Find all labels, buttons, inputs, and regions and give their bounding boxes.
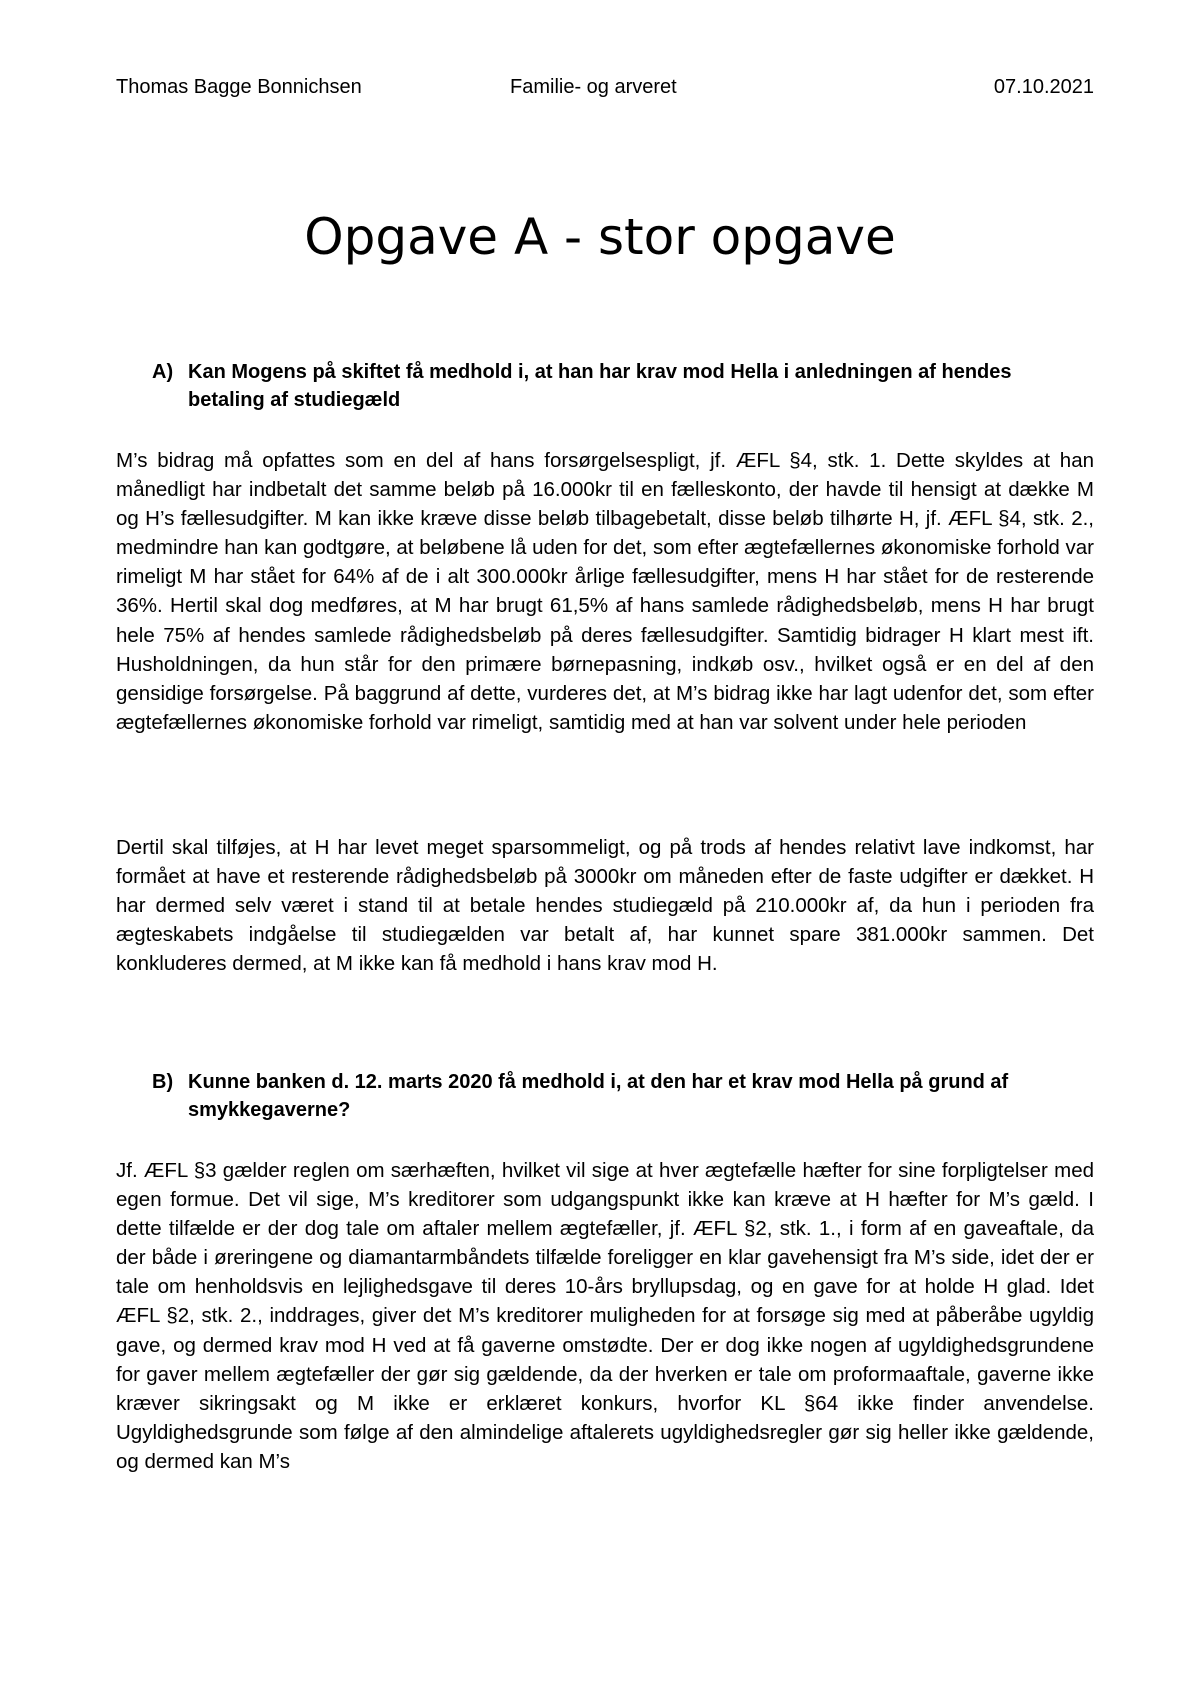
question-a-text: Kan Mogens på skiftet få medhold i, at han har krav mod Hella i anledningen af hendes betaling af studiegæld (188, 361, 1012, 411)
question-b (116, 1068, 1094, 1124)
header-author: Thomas Bagge Bonnichsen (116, 76, 362, 98)
header-course: Familie- og arveret (510, 76, 677, 98)
question-b-letter: B) (152, 1071, 174, 1093)
answer-b-paragraph-1: Jf. ÆFL §3 gælder reglen om særhæften, hvilket vil sige at hver ægtefælle hæfter for sine forpligtelser med egen formue. Det vil sige, M’s kreditorer som udgangspunkt ikke kan kræve at H hæfter for M’s gæld. I dette tilfælde er der dog tale om aftaler mellem ægtefæller, jf. ÆFL §2, stk. 1., i form af en gaveaftale, da der både i øreringene og diamantarmbåndets tilfælde foreligger en klar gavehensigt fra M’s side, idet der er tale om henholdsvis en lejlighedsgave til deres 10-års bryllupsdag, og en gave for at holde H glad. Idet ÆFL §2, stk. 2., inddrages, giver det M’s kreditorer muligheden for at forsøge sig med at påberåbe ugyldig gave, og dermed krav mod H ved at få gaverne omstødte. Der er dog ikke nogen af ugyldighedsgrundene for gaver mellem ægtefæller der gør sig gældende, da der hverken er tale om proformaaftale, gaverne ikke kræver sikringsakt og M ikke er erklæret konkurs, hvorfor KL §64 ikke finder anvendelse. Ugyldighedsgrunde som følge af den almindelige aftalerets ugyldighedsregler gør sig heller ikke gældende, og dermed kan M’s (116, 1159, 1094, 1473)
question-a (116, 358, 1094, 414)
page-title: Opgave A - stor opgave (304, 207, 896, 266)
header-date: 07.10.2021 (993, 76, 1094, 98)
answer-a-paragraph-1: M’s bidrag må opfattes som en del af hans forsørgelsespligt, jf. ÆFL §4, stk. 1. Dette skyldes at han månedligt har indbetalt det samme beløb på 16.000kr til en fælleskonto, der havde til hensigt at dække M og H’s fællesudgifter. M kan ikke kræve disse beløb tilbagebetalt, disse beløb tilhørte H, jf. ÆFL §4, stk. 2., medmindre han kan godtgøre, at beløbene lå uden for det, som efter ægtefællernes økonomiske forhold var rimeligt M har stået for 64% af de i alt 300.000kr årlige fællesudgifter, mens H har stået for de resterende 36%. Hertil skal dog medføres, at M har brugt 61,5% af hans samlede rådighedsbeløb, mens H har brugt hele 75% af hendes samlede rådighedsbeløb på deres fællesudgifter. Samtidig bidrager H klart mest ift. Husholdningen, da hun står for den primære børnepasning, indkøb osv., hvilket også er en del af den gensidige forsørgelse. På baggrund af dette, vurderes det, at M’s bidrag ikke har lagt udenfor det, som efter ægtefællernes økonomiske forhold var rimeligt, samtidig med at han var solvent under hele perioden (116, 449, 1094, 734)
answer-a-paragraph-2: Dertil skal tilføjes, at H har levet meget sparsommeligt, og på trods af hendes relativt lave indkomst, har formået at have et resterende rådighedsbeløb på 3000kr om måneden efter de faste udgifter er dækket. H har dermed selv været i stand til at betale hendes studiegæld på 210.000kr af, da hun i perioden fra ægteskabets indgåelse til studiegælden var betalt af, har kunnet spare 381.000kr sammen. Det konkluderes dermed, at M ikke kan få medhold i hans krav mod H. (116, 836, 1094, 976)
question-a-letter: A) (152, 361, 174, 383)
page-header (116, 74, 1094, 100)
question-b-text: Kunne banken d. 12. marts 2020 få medhold i, at den har et krav mod Hella på grund af smykkegaverne? (188, 1071, 1009, 1121)
